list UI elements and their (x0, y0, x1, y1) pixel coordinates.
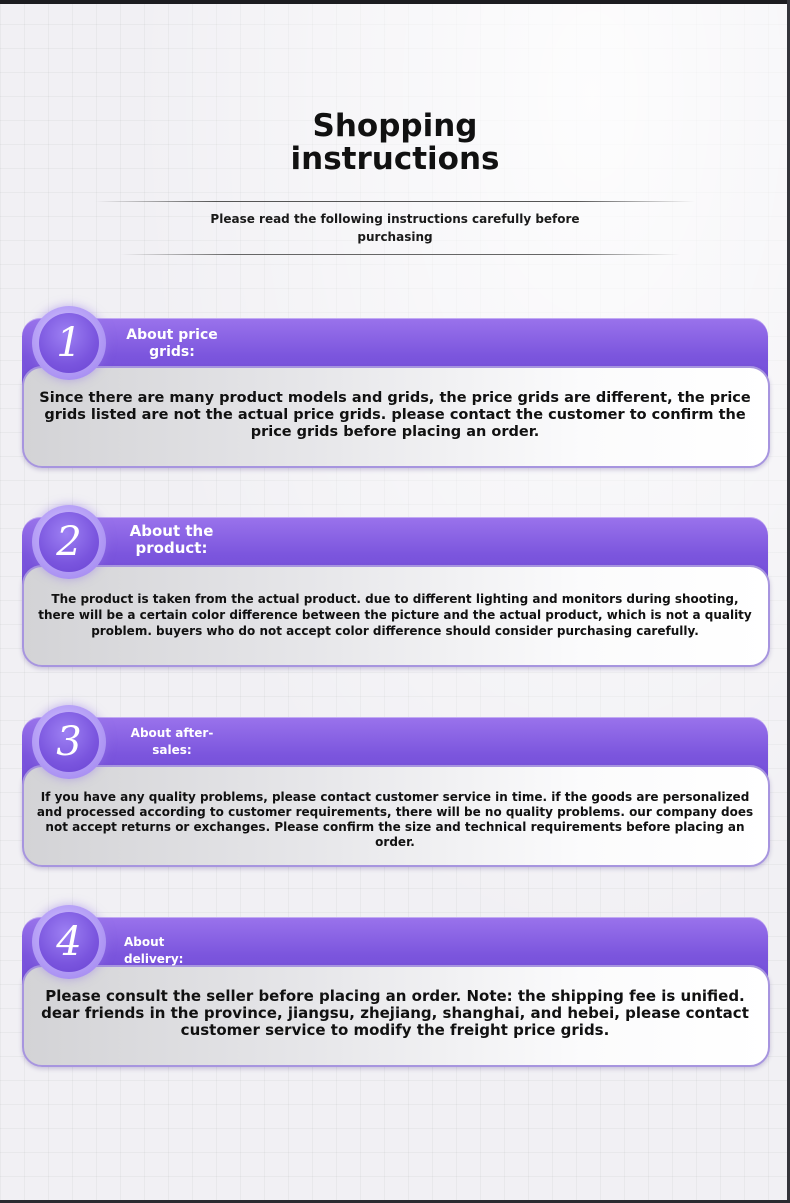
section-text: If you have any quality problems, please contact customer service in time. if the goods are personalized and processed according to customer requirements, there will be no quality problems. our company does not accept returns or exchanges. Please confirm the size and technical requirements before placing an order. (36, 790, 754, 849)
top-border (0, 0, 790, 4)
page-title-line2: instructions (290, 141, 500, 177)
number-badge: 3 (39, 712, 99, 772)
section-card-product (22, 517, 770, 667)
page-title (0, 110, 790, 176)
section-card-after-sales (22, 717, 770, 867)
page-title-line1: Shopping (312, 108, 478, 144)
divider-bottom (120, 254, 680, 255)
section-label: About the product: (129, 522, 214, 557)
section-card-delivery (22, 917, 770, 1067)
section-text: Since there are many product models and grids, the price grids are different, the price grids listed are not the actual price grids. please contact the customer to confirm the price grids before placing an order. (39, 390, 751, 440)
section-card-price-grids (22, 318, 770, 468)
section-text: The product is taken from the actual product. due to different lighting and monitors during shooting, there will be a certain color difference between the picture and the actual product, which is not a quality problem. buyers who do not accept color difference should consider purchasing carefully. (38, 592, 752, 638)
section-label: About delivery: (124, 935, 184, 966)
section-label: About price grids: (126, 327, 218, 360)
divider-top (95, 201, 695, 202)
number-badge: 1 (39, 313, 99, 373)
page-subtitle: Please read the following instructions carefully before purchasing (210, 212, 580, 244)
number-badge: 2 (39, 512, 99, 572)
section-label: About after-sales: (130, 726, 214, 757)
number-badge: 4 (39, 912, 99, 972)
section-text: Please consult the seller before placing an order. Note: the shipping fee is unified. dear friends in the province, jiangsu, zhejiang, shanghai, and hebei, please contact customer service to modify the freight price grids. (41, 987, 749, 1039)
